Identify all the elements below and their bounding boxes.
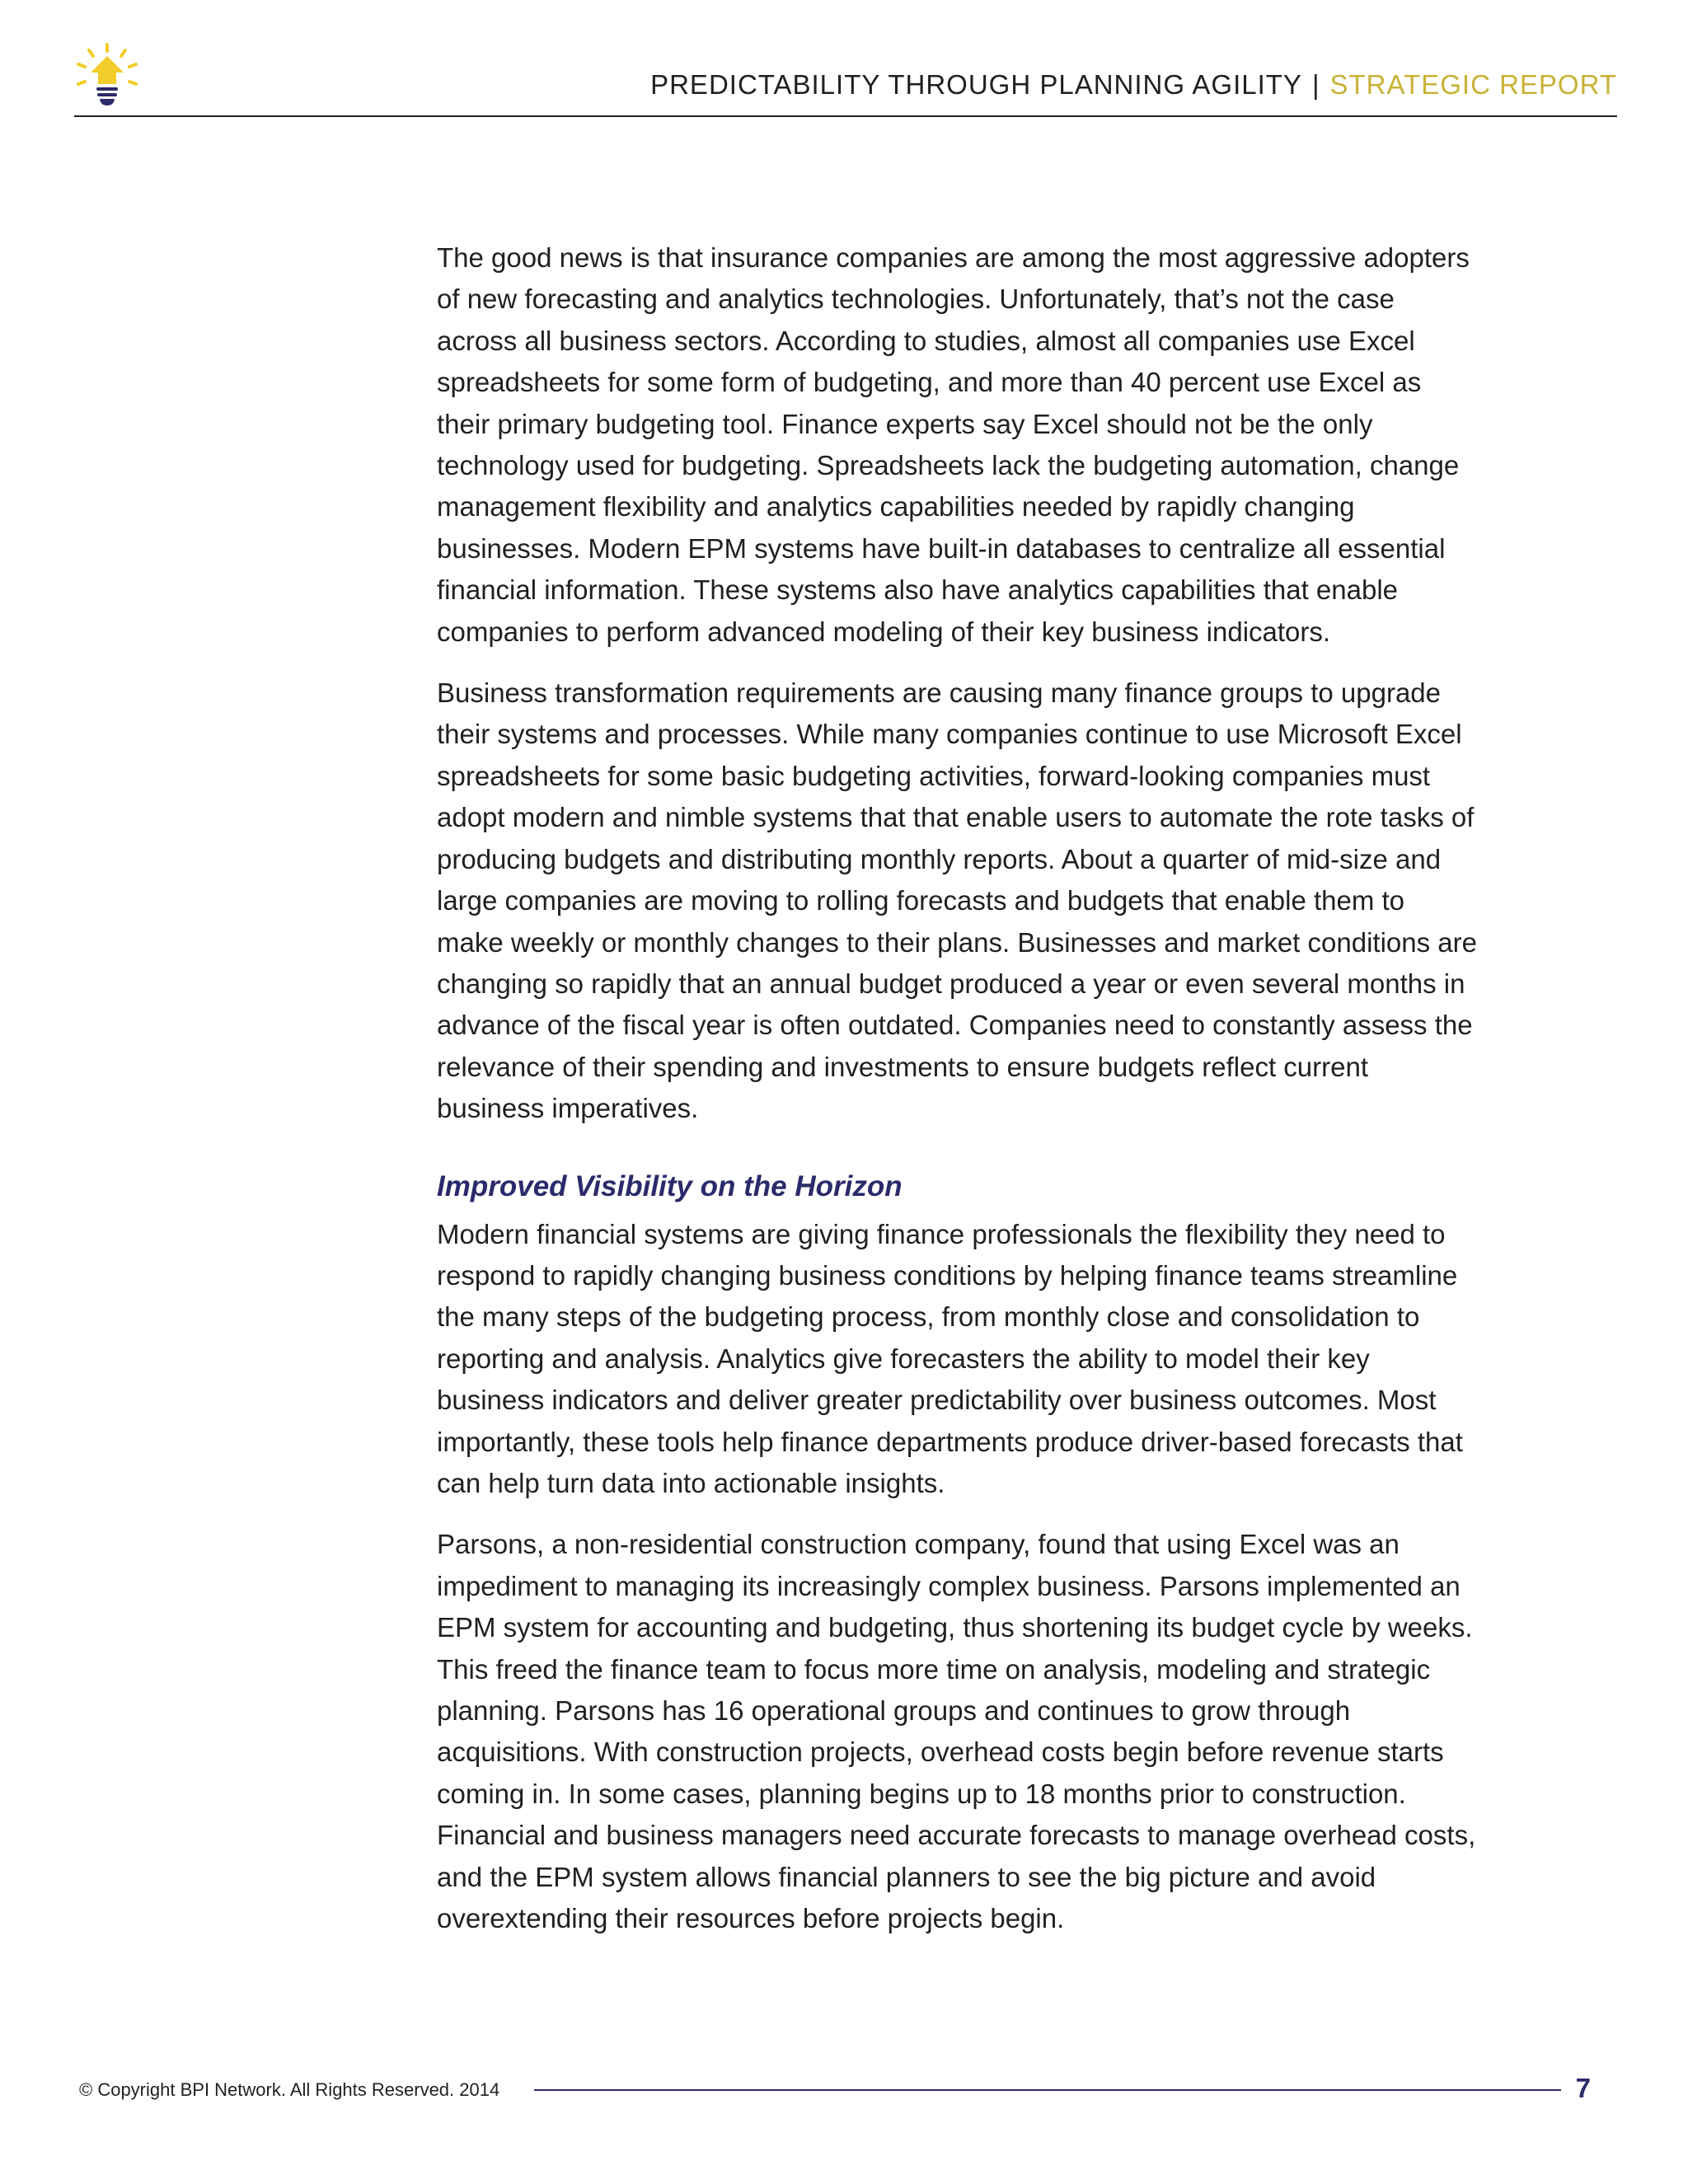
page-footer	[79, 2073, 1596, 2106]
page-header	[74, 31, 1617, 117]
body-paragraph: Business transformation requirements are causing many finance groups to upgrade their systems and processes. While many companies continue to use Microsoft Excel spreadsheets for some basic budgeting activities, forward-looking companies must adopt modern and nimble systems that that enable users to automate the rote tasks of producing budgets and distributing monthly reports. About a quarter of mid-size and large companies are moving to rolling forecasts and budgets that enable them to make weekly or monthly changes to their plans. Businesses and market conditions are changing so rapidly that an annual budget produced a year or even several months in advance of the fiscal year is often outdated. Companies need to constantly assess the relevance of their spending and investments to ensure budgets reflect current business imperatives.	[437, 677, 1477, 1124]
title-separator: |	[1311, 69, 1320, 100]
report-type: STRATEGIC REPORT	[1329, 69, 1617, 100]
page-number: 7	[1575, 2073, 1591, 2103]
header-divider	[74, 115, 1617, 117]
lightbulb-icon	[74, 43, 140, 110]
footer-divider	[534, 2089, 1561, 2091]
body-paragraph: The good news is that insurance companies are among the most aggressive adopters of new forecasting and analytics technologies. Unfortunately, that’s not the case across all business sectors. According to studies, almost all companies use Excel spreadsheets for some form of budgeting, and more than 40 percent use Excel as their primary budgeting tool. Finance experts say Excel should not be the only technology used for budgeting. Spreadsheets lack the budgeting automation, change management flexibility and analytics capabilities needed by rapidly changing businesses. Modern EPM systems have built-in databases to centralize all essential financial information. These systems also have analytics capabilities that enable companies to perform advanced modeling of their key business indicators.	[437, 242, 1470, 647]
section-heading: Improved Visibility on the Horizon	[437, 1169, 903, 1202]
main-content	[437, 237, 1477, 1959]
header-title	[650, 71, 1617, 98]
copyright-notice: © Copyright BPI Network. All Rights Reserved. 2014	[79, 2079, 500, 2100]
body-paragraph: Modern financial systems are giving finance professionals the flexibility they need to respond to rapidly changing business conditions by helping finance teams streamline the many steps of the budgeting process, from monthly close and consolidation to reporting and analysis. Analytics give forecasters the ability to model their key business indicators and deliver greater predictability over business outcomes. Most importantly, these tools help finance departments produce driver-based forecasts that can help turn data into actionable insights.	[437, 1218, 1463, 1498]
body-paragraph: Parsons, a non-residential construction company, found that using Excel was an impediment to managing its increasingly complex business. Parsons implemented an EPM system for accounting and budgeting, thus shortening its budget cycle by weeks. This freed the finance team to focus more time on analysis, modeling and strategic planning. Parsons has 16 operational groups and continues to grow through acquisitions. With construction projects, overhead costs begin before revenue starts coming in. In some cases, planning begins up to 18 months prior to construction. Financial and business managers need accurate forecasts to manage overhead costs, and the EPM system allows financial planners to see the big picture and avoid overextending their resources before projects begin.	[437, 1529, 1476, 1934]
report-title: PREDICTABILITY THROUGH PLANNING AGILITY	[650, 69, 1302, 100]
